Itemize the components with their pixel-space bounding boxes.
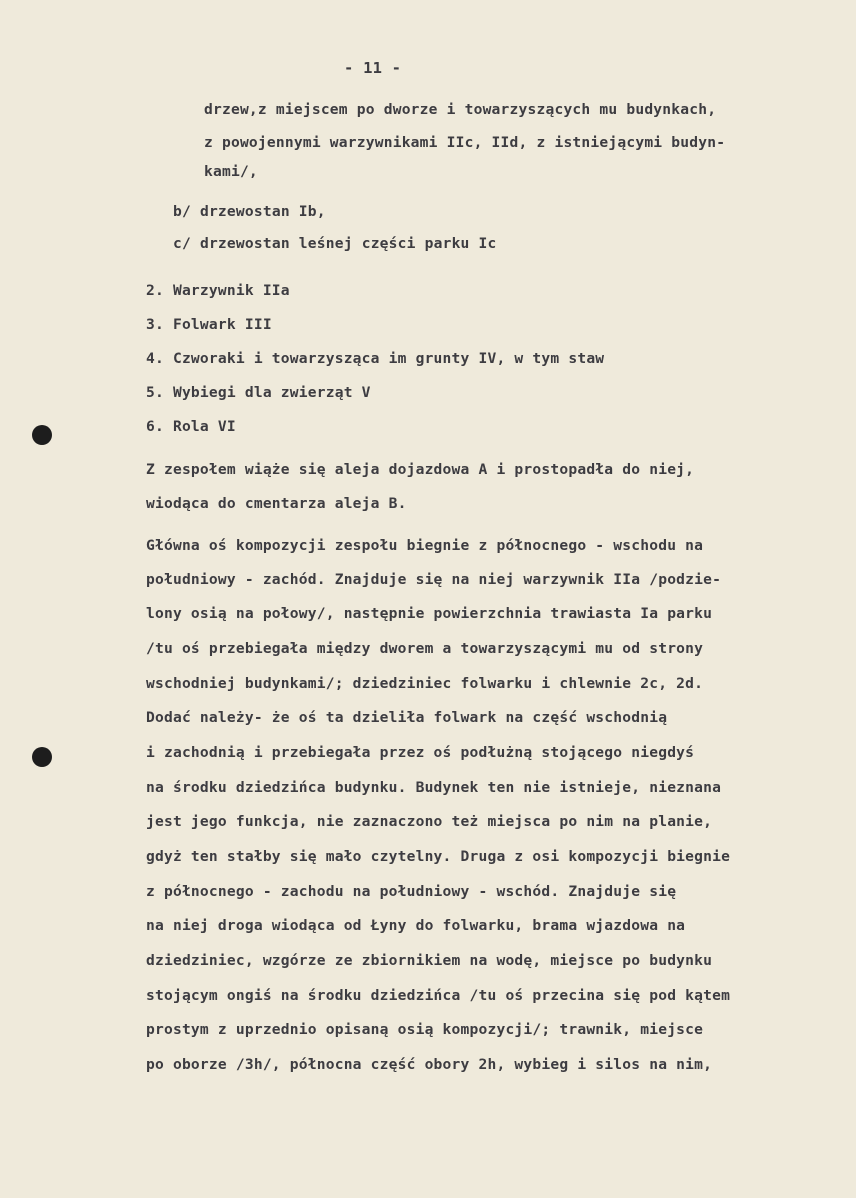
- text-line: wiodąca do cmentarza aleja B.: [146, 495, 407, 512]
- page-number: - 11 -: [344, 59, 402, 77]
- binder-hole-bottom: [32, 747, 52, 767]
- text-line: na niej droga wiodąca od Łyny do folwarku, brama wjazdowa na: [146, 917, 686, 934]
- text-line: Główna oś kompozycji zespołu biegnie z północnego - wschodu na: [146, 537, 704, 554]
- text-line: drzew,z miejscem po dworze i towarzyszących mu budynkach,: [204, 101, 717, 118]
- text-line: i zachodnią i przebiegała przez oś podłużną stojącego niegdyś: [146, 744, 695, 761]
- list-item: 2. Warzywnik IIa: [146, 282, 290, 299]
- text-line: jest jego funkcja, nie zaznaczono też miejsca po nim na planie,: [146, 813, 713, 830]
- text-line: gdyż ten stałby się mało czytelny. Druga z osi kompozycji biegnie: [146, 848, 731, 865]
- text-line: b/ drzewostan Ib,: [173, 203, 326, 220]
- list-item: 3. Folwark III: [146, 316, 272, 333]
- text-line: c/ drzewostan leśnej części parku Ic: [173, 235, 497, 252]
- text-line: lony osią na połowy/, następnie powierzchnia trawiasta Ia parku: [146, 605, 713, 622]
- list-item: 5. Wybiegi dla zwierząt V: [146, 384, 371, 401]
- text-line: po oborze /3h/, północna część obory 2h, wybieg i silos na nim,: [146, 1056, 713, 1073]
- text-line: na środku dziedzińca budynku. Budynek ten nie istnieje, nieznana: [146, 779, 722, 796]
- text-line: wschodniej budynkami/; dziedziniec folwarku i chlewnie 2c, 2d.: [146, 675, 704, 692]
- text-line: z powojennymi warzywnikami IIc, IId, z istniejącymi budyn-: [204, 134, 726, 151]
- list-item: 4. Czworaki i towarzysząca im grunty IV, w tym staw: [146, 350, 605, 367]
- text-line: stojącym ongiś na środku dziedzińca /tu oś przecina się pod kątem: [146, 987, 731, 1004]
- text-line: /tu oś przebiegała między dworem a towarzyszącymi mu od strony: [146, 640, 704, 657]
- text-line: południowy - zachód. Znajduje się na niej warzywnik IIa /podzie-: [146, 571, 722, 588]
- text-line: Dodać należy- że oś ta dzieliła folwark na część wschodnią: [146, 709, 668, 726]
- text-line: prostym z uprzednio opisaną osią kompozycji/; trawnik, miejsce: [146, 1021, 704, 1038]
- binder-hole-top: [32, 425, 52, 445]
- text-line: dziedziniec, wzgórze ze zbiornikiem na wodę, miejsce po budynku: [146, 952, 713, 969]
- text-line: kami/,: [204, 163, 258, 180]
- text-line: Z zespołem wiąże się aleja dojazdowa A i prostopadła do niej,: [146, 461, 695, 478]
- list-item: 6. Rola VI: [146, 418, 236, 435]
- text-line: z północnego - zachodu na południowy - wschód. Znajduje się: [146, 883, 677, 900]
